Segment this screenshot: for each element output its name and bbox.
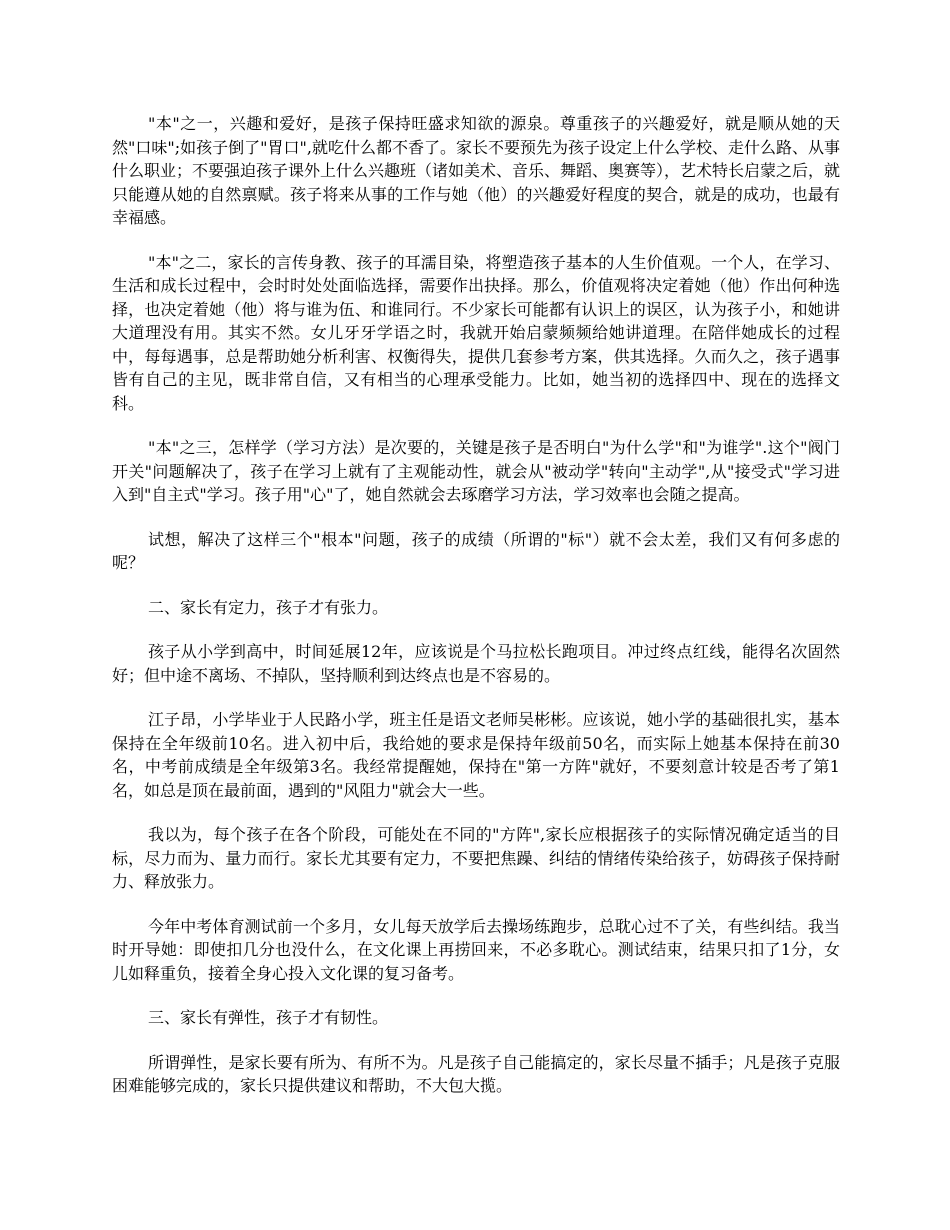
- paragraph-marathon: 孩子从小学到高中，时间延展12年，应该说是个马拉松长跑项目。冲过终点红线，能得名次固然好；但中途不离场、不掉队，坚持顺利到达终点也是不容易的。: [112, 642, 840, 685]
- document-page: [112, 112, 840, 1119]
- paragraph-pe-test: 今年中考体育测试前一个多月，女儿每天放学后去操场练跑步，总耽心过不了关，有些纠结。我当时开导她：即使扣几分也没什么，在文化课上再捞回来，不必多耽心。测试结束，结果只扣了1分，女儿如释重负，接着全身心投入文化课的复习备考。: [112, 916, 840, 983]
- paragraph-flexibility: 所谓弹性，是家长要有所为、有所不为。凡是孩子自己能搞定的，家长尽量不插手；凡是孩子克服困难能够完成的，家长只提供建议和帮助，不大包大揽。: [112, 1052, 840, 1095]
- paragraph-root-summary: 试想，解决了这样三个"根本"问题，孩子的成绩（所谓的"标"）就不会太差，我们又有何多虑的呢？: [112, 529, 840, 572]
- paragraph-goals: 我以为，每个孩子在各个阶段，可能处在不同的"方阵",家长应根据孩子的实际情况确定适当的目标，尽力而为、量力而行。家长尤其要有定力，不要把焦躁、纠结的情绪传染给孩子，妨碍孩子保持耐力、释放张力。: [112, 825, 840, 891]
- paragraph-values: "本"之二，家长的言传身教、孩子的耳濡目染，将塑造孩子基本的人生价值观。一个人，在学习、生活和成长过程中，会时时处处面临选择，需要作出抉择。那么，价值观将决定着她（他）作出何种选择，也决定着她（他）将与谁为伍、和谁同行。不少家长可能都有认识上的误区，认为孩子小，和她讲大道理没有用。其实不然。女儿牙牙学语之时，我就开始启蒙频频给她讲道理。在陪伴她成长的过程中，每每遇事，总是帮助她分析利害、权衡得失，提供几套参考方案，供其选择。久而久之，孩子遇事皆有自己的主见，既非常自信，又有相当的心理承受能力。比如，她当初的选择四中、现在的选择文科。: [112, 252, 840, 413]
- section-heading-focus: 二、家长有定力，孩子才有张力。: [148, 597, 389, 617]
- section-heading-flexibility: 三、家长有弹性，孩子才有韧性。: [148, 1008, 389, 1027]
- paragraph-ranking: 江子昂，小学毕业于人民路小学，班主任是语文老师吴彬彬。应该说，她小学的基础很扎实，基本保持在全年级前10名。进入初中后，我给她的要求是保持年级前50名，而实际上她基本保持在前30名，中考前成绩是全年级第3名。我经常提醒她，保持在"第一方阵"就好，不要刻意计较是否考了第1名，如总是顶在最前面，遇到的"风阻力"就会大一些。: [112, 710, 840, 800]
- paragraph-learning-method: "本"之三，怎样学（学习方法）是次要的，关键是孩子是否明白"为什么学"和"为谁学".这个"阀门开关"问题解决了，孩子在学习上就有了主观能动性，就会从"被动学"转向"主动学",从"接受式"学习进入到"自主式"学习。孩子用"心"了，她自然就会去琢磨学习方法，学习效率也会随之提高。: [112, 438, 840, 504]
- paragraph-hobby: "本"之一，兴趣和爱好，是孩子保持旺盛求知欲的源泉。尊重孩子的兴趣爱好，就是顺从她的天然"口味";如孩子倒了"胃口",就吃什么都不香了。家长不要预先为孩子设定上什么学校、走什么路、从事什么职业；不要强迫孩子课外上什么兴趣班（诸如美术、音乐、舞蹈、奥赛等），艺术特长启蒙之后，就只能遵从她的自然禀赋。孩子将来从事的工作与她（他）的兴趣爱好程度的契合，就是的成功，也最有幸福感。: [112, 114, 841, 227]
